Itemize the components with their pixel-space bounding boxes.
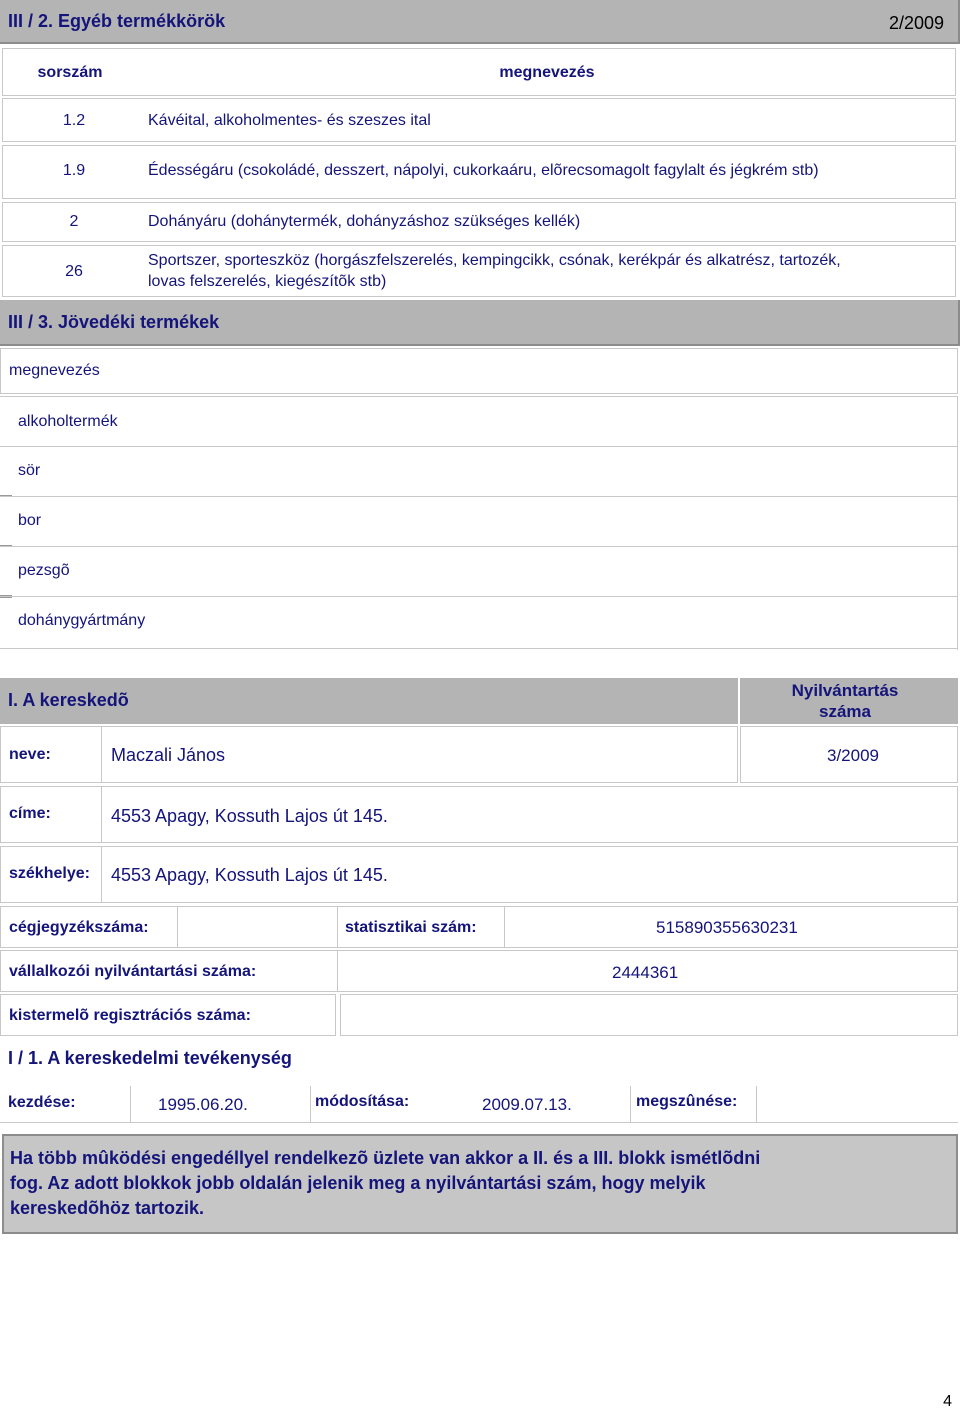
activity-section <box>0 1038 958 1128</box>
producer-row <box>0 994 958 1036</box>
name-value-cell <box>101 727 102 782</box>
note-line-1: Ha több mûködési engedéllyel rendelkezõ üzlete van akkor a II. és a III. blokk ismétlõdni <box>10 1148 761 1168</box>
trader-name-row <box>0 726 738 783</box>
stat-value: 515890355630231 <box>656 918 798 937</box>
section-3-2-header <box>0 0 960 44</box>
seat-label: székhelye: <box>9 865 90 882</box>
seat-value: 4553 Apagy, Kossuth Lajos út 145. <box>111 865 388 885</box>
list-item <box>0 497 957 547</box>
address-label: címe: <box>9 805 51 822</box>
stat-value-divider <box>504 907 505 947</box>
seat-row <box>0 846 958 903</box>
end-label: megszûnése: <box>636 1093 738 1110</box>
col-header-name: megnevezés <box>499 64 595 81</box>
name-value: Maczali János <box>111 745 226 765</box>
row-number: 1.9 <box>62 162 86 179</box>
col-header-number: sorszám <box>37 64 103 81</box>
registry-row <box>0 906 958 948</box>
name-label: neve: <box>9 746 51 763</box>
section-3-3-title: III / 3. Jövedéki termékek <box>8 312 220 332</box>
start-divider <box>130 1086 131 1122</box>
entrepreneur-label: vállalkozói nyilvántartási száma: <box>9 963 257 980</box>
row-name-line1: Sportszer, sporteszköz (horgászfelszerelés, kempingcikk, csónak, kerékpár és alkatrész, tartozék, <box>148 252 841 269</box>
dash-mark <box>0 545 12 546</box>
list-item <box>0 397 957 447</box>
company-reg-value <box>177 907 178 947</box>
note-text <box>10 1146 760 1221</box>
modified-value: 2009.07.13. <box>482 1095 572 1114</box>
row-name: Kávéital, alkoholmentes- és szeszes ital <box>148 112 431 129</box>
trader-title: I. A kereskedõ <box>8 690 129 710</box>
activity-title: I / 1. A kereskedelmi tevékenység <box>8 1048 292 1068</box>
row-name: Édességáru (csokoládé, desszert, nápolyi, cukorkaáru, elõrecsomagolt fagylalt és jégkrém stb) <box>148 162 819 179</box>
dash-mark <box>0 597 12 598</box>
activity-row-line <box>0 1122 958 1123</box>
excise-col-header: megnevezés <box>9 362 100 379</box>
entrepreneur-divider <box>337 951 338 991</box>
address-divider <box>101 787 102 842</box>
start-label: kezdése: <box>8 1094 76 1111</box>
section-3-3-header <box>0 300 960 346</box>
row-number: 26 <box>65 263 83 280</box>
entrepreneur-value: 2444361 <box>612 963 679 982</box>
start-value: 1995.06.20. <box>158 1095 248 1114</box>
note-line-3: kereskedõhöz tartozik. <box>10 1198 205 1218</box>
row-number: 1.2 <box>62 112 86 129</box>
excise-item-label: alkoholtermék <box>18 413 118 430</box>
modified-label: módosítása: <box>315 1093 410 1110</box>
producer-label: kistermelõ regisztrációs száma: <box>9 1007 251 1024</box>
reg-number-header <box>740 678 958 724</box>
dash-mark <box>0 595 12 596</box>
end-divider <box>630 1086 631 1122</box>
excise-item-label: sör <box>18 462 41 479</box>
producer-value-cell <box>340 994 958 1036</box>
reg-number-value: 3/2009 <box>827 746 879 765</box>
excise-item-label: bor <box>18 512 42 529</box>
seat-divider <box>101 847 102 902</box>
note-box <box>2 1134 958 1234</box>
row-number: 2 <box>69 213 79 230</box>
excise-item-label: dohánygyártmány <box>18 612 146 629</box>
reg-number-cell <box>740 726 958 783</box>
dash-mark <box>0 495 12 496</box>
list-item <box>0 447 957 497</box>
stat-divider <box>337 907 338 947</box>
excise-list <box>0 396 958 650</box>
reg-label-line2: száma <box>819 702 871 721</box>
trader-header <box>0 678 738 724</box>
table-header-row <box>2 48 956 96</box>
producer-label-cell <box>0 994 336 1036</box>
list-item <box>0 547 957 597</box>
table-row <box>2 98 956 142</box>
excise-item-label: pezsgõ <box>18 562 70 579</box>
address-row <box>0 786 958 843</box>
company-reg-label: cégjegyzékszáma: <box>9 919 149 936</box>
row-name-line2: lovas felszerelés, kiegészítõk stb) <box>148 273 387 290</box>
table-row <box>2 245 956 297</box>
excise-header-row <box>0 348 958 394</box>
modified-divider <box>310 1086 311 1122</box>
reg-label-line1: Nyilvántartás <box>791 681 899 700</box>
section-3-2-period: 2/2009 <box>888 13 944 33</box>
list-item <box>0 597 957 649</box>
entrepreneur-row <box>0 950 958 992</box>
table-row <box>2 202 956 242</box>
table-row <box>2 145 956 199</box>
note-line-2: fog. Az adott blokkok jobb oldalán jelenik meg a nyilvántartási szám, hogy melyik <box>10 1173 706 1193</box>
page-number: 4 <box>943 1393 952 1410</box>
end-value-divider <box>756 1086 757 1122</box>
section-3-2-title: III / 2. Egyéb termékkörök <box>8 11 226 31</box>
row-name: Dohányáru (dohánytermék, dohányzáshoz szükséges kellék) <box>148 213 581 230</box>
address-value: 4553 Apagy, Kossuth Lajos út 145. <box>111 806 388 826</box>
stat-label: statisztikai szám: <box>345 919 477 936</box>
